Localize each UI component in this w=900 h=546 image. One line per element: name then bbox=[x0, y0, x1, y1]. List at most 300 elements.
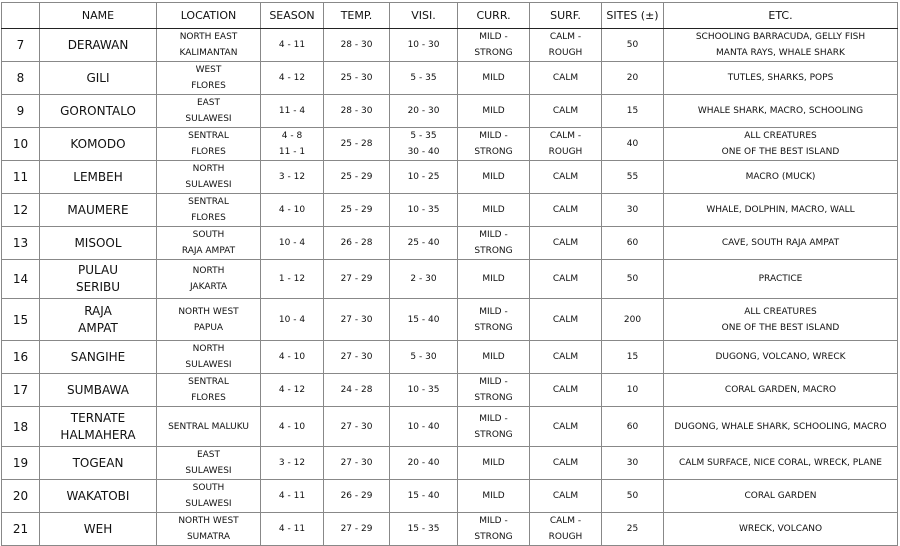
cell-visi bbox=[390, 447, 458, 480]
cell-line: 4 - 12 bbox=[278, 385, 306, 395]
column-header-location: LOCATION bbox=[157, 3, 261, 29]
cell-visi bbox=[390, 374, 458, 407]
cell-surf bbox=[530, 194, 602, 227]
cell-line: 27 - 30 bbox=[340, 421, 373, 432]
cell-line: CALM SURFACE, NICE CORAL, WRECK, PLANE bbox=[678, 458, 882, 468]
cell-line: 5 - 30 bbox=[410, 352, 437, 362]
dive-sites-table bbox=[1, 2, 898, 546]
cell-sites: 50 bbox=[602, 29, 664, 62]
cell-temp bbox=[324, 447, 390, 480]
cell-temp bbox=[324, 128, 390, 161]
cell-sites: 10 bbox=[602, 374, 664, 407]
cell-line: SCHOOLING BARRACUDA, GELLY FISH bbox=[695, 32, 866, 42]
cell-sites: 60 bbox=[602, 407, 664, 447]
cell-no: 19 bbox=[2, 447, 40, 480]
cell-name bbox=[40, 374, 157, 407]
cell-line: CALM bbox=[552, 172, 579, 182]
cell-line: 2 - 30 bbox=[410, 274, 437, 284]
cell-line: MILD bbox=[482, 458, 505, 468]
cell-line: MISOOL bbox=[74, 235, 122, 250]
cell-location bbox=[157, 260, 261, 299]
cell-line: HALMAHERA bbox=[60, 427, 136, 442]
column-header-name: NAME bbox=[40, 3, 157, 29]
cell-surf bbox=[530, 299, 602, 341]
cell-line: 27 - 30 bbox=[340, 458, 373, 468]
cell-sites: 15 bbox=[602, 95, 664, 128]
cell-line: MILD - bbox=[479, 413, 508, 424]
cell-no: 17 bbox=[2, 374, 40, 407]
cell-surf bbox=[530, 29, 602, 62]
cell-line: STRONG bbox=[474, 147, 513, 157]
cell-location bbox=[157, 194, 261, 227]
cell-etc bbox=[664, 341, 898, 374]
cell-line: CALM bbox=[552, 421, 579, 432]
table-row bbox=[2, 299, 898, 341]
column-header-visi: VISI. bbox=[390, 3, 458, 29]
cell-line: MILD bbox=[482, 205, 505, 215]
cell-line: 10 - 4 bbox=[278, 238, 306, 248]
cell-line: PAPUA bbox=[193, 322, 224, 333]
cell-temp bbox=[324, 95, 390, 128]
table-row bbox=[2, 447, 898, 480]
cell-season bbox=[261, 29, 324, 62]
cell-etc bbox=[664, 62, 898, 95]
cell-surf bbox=[530, 374, 602, 407]
cell-visi bbox=[390, 62, 458, 95]
cell-line: 20 - 40 bbox=[407, 458, 440, 468]
cell-line: PRACTICE bbox=[758, 274, 803, 284]
cell-line: MILD bbox=[482, 172, 505, 182]
cell-name bbox=[40, 227, 157, 260]
cell-line: RAJA AMPAT bbox=[181, 246, 236, 256]
cell-line: 10 - 35 bbox=[407, 205, 440, 215]
cell-line: 10 - 40 bbox=[407, 421, 440, 432]
cell-name bbox=[40, 95, 157, 128]
cell-line: SANGIHE bbox=[70, 349, 126, 364]
cell-visi bbox=[390, 29, 458, 62]
cell-season bbox=[261, 194, 324, 227]
cell-visi bbox=[390, 260, 458, 299]
cell-line: CALM - bbox=[549, 516, 582, 526]
cell-temp bbox=[324, 194, 390, 227]
cell-location bbox=[157, 62, 261, 95]
cell-line: 28 - 30 bbox=[340, 40, 373, 50]
cell-curr bbox=[458, 299, 530, 341]
cell-line: 10 - 35 bbox=[407, 385, 440, 395]
cell-line: TERNATE bbox=[70, 410, 126, 425]
cell-line: CALM - bbox=[549, 32, 582, 42]
cell-temp bbox=[324, 29, 390, 62]
cell-line: 20 - 30 bbox=[407, 106, 440, 116]
cell-line: 4 - 11 bbox=[278, 524, 306, 534]
cell-curr bbox=[458, 62, 530, 95]
cell-temp bbox=[324, 341, 390, 374]
cell-line: CALM bbox=[552, 385, 579, 395]
cell-line: NORTH EAST bbox=[179, 32, 238, 42]
cell-name bbox=[40, 29, 157, 62]
cell-line: SULAWESI bbox=[185, 114, 232, 124]
table-row bbox=[2, 513, 898, 546]
cell-etc bbox=[664, 299, 898, 341]
cell-no: 7 bbox=[2, 29, 40, 62]
cell-line: WEH bbox=[83, 521, 113, 536]
cell-curr bbox=[458, 194, 530, 227]
cell-sites: 60 bbox=[602, 227, 664, 260]
cell-line: CALM bbox=[552, 352, 579, 362]
cell-line: 4 - 11 bbox=[278, 40, 306, 50]
cell-location bbox=[157, 29, 261, 62]
cell-etc bbox=[664, 227, 898, 260]
cell-line: CALM bbox=[552, 458, 579, 468]
cell-name bbox=[40, 447, 157, 480]
cell-line: 11 - 4 bbox=[278, 106, 306, 116]
cell-line: 5 - 35 bbox=[410, 73, 437, 83]
cell-etc bbox=[664, 194, 898, 227]
cell-line: 10 - 4 bbox=[278, 314, 306, 325]
cell-line: CALM - bbox=[549, 131, 582, 141]
cell-season bbox=[261, 95, 324, 128]
column-header-etc: ETC. bbox=[664, 3, 898, 29]
cell-name bbox=[40, 62, 157, 95]
cell-line: FLORES bbox=[191, 81, 226, 91]
cell-sites: 40 bbox=[602, 128, 664, 161]
cell-line: 26 - 29 bbox=[340, 491, 373, 501]
cell-line: SENTRAL bbox=[188, 377, 229, 387]
cell-curr bbox=[458, 260, 530, 299]
cell-sites: 30 bbox=[602, 447, 664, 480]
cell-location bbox=[157, 407, 261, 447]
cell-line: 4 - 8 bbox=[281, 131, 303, 141]
column-header-sites: SITES (±) bbox=[602, 3, 664, 29]
cell-line: MILD bbox=[482, 73, 505, 83]
cell-visi bbox=[390, 341, 458, 374]
cell-curr bbox=[458, 480, 530, 513]
table-row bbox=[2, 161, 898, 194]
cell-location bbox=[157, 513, 261, 546]
cell-no: 8 bbox=[2, 62, 40, 95]
table-row bbox=[2, 341, 898, 374]
cell-line: GORONTALO bbox=[60, 103, 136, 118]
cell-line: WRECK, VOLCANO bbox=[738, 524, 823, 534]
cell-surf bbox=[530, 161, 602, 194]
column-header-curr: CURR. bbox=[458, 3, 530, 29]
cell-visi bbox=[390, 480, 458, 513]
cell-line: MILD bbox=[482, 352, 505, 362]
cell-line: MANTA RAYS, WHALE SHARK bbox=[716, 48, 845, 58]
cell-line: 25 - 29 bbox=[340, 172, 373, 182]
cell-season bbox=[261, 447, 324, 480]
cell-line: 3 - 12 bbox=[278, 458, 306, 468]
cell-line: NORTH WEST bbox=[178, 306, 239, 317]
cell-line: EAST bbox=[196, 450, 221, 460]
cell-surf bbox=[530, 128, 602, 161]
cell-line: ONE OF THE BEST ISLAND bbox=[721, 147, 840, 157]
cell-no: 18 bbox=[2, 407, 40, 447]
cell-location bbox=[157, 374, 261, 407]
table-row bbox=[2, 374, 898, 407]
cell-season bbox=[261, 407, 324, 447]
cell-line: GILI bbox=[86, 70, 110, 85]
cell-line: 10 - 30 bbox=[407, 40, 440, 50]
cell-line: LEMBEH bbox=[73, 169, 123, 184]
cell-no: 11 bbox=[2, 161, 40, 194]
cell-location bbox=[157, 299, 261, 341]
cell-line: WHALE SHARK, MACRO, SCHOOLING bbox=[697, 106, 864, 116]
cell-no: 13 bbox=[2, 227, 40, 260]
cell-line: DUGONG, WHALE SHARK, SCHOOLING, MACRO bbox=[674, 421, 887, 432]
cell-name bbox=[40, 480, 157, 513]
cell-season bbox=[261, 62, 324, 95]
cell-etc bbox=[664, 447, 898, 480]
cell-line: MILD bbox=[482, 274, 505, 284]
cell-line: ROUGH bbox=[548, 532, 583, 542]
table-row bbox=[2, 260, 898, 299]
cell-line: CALM bbox=[552, 238, 579, 248]
cell-line: 4 - 10 bbox=[278, 205, 306, 215]
cell-sites: 30 bbox=[602, 194, 664, 227]
cell-name bbox=[40, 128, 157, 161]
column-header-no bbox=[2, 3, 40, 29]
cell-no: 14 bbox=[2, 260, 40, 299]
cell-line: FLORES bbox=[191, 393, 226, 403]
cell-line: 25 - 29 bbox=[340, 205, 373, 215]
cell-surf bbox=[530, 513, 602, 546]
cell-line: STRONG bbox=[474, 393, 513, 403]
cell-surf bbox=[530, 407, 602, 447]
cell-line: SULAWESI bbox=[185, 360, 232, 370]
cell-line: 27 - 30 bbox=[340, 352, 373, 362]
cell-location bbox=[157, 480, 261, 513]
table-row bbox=[2, 29, 898, 62]
cell-line: FLORES bbox=[191, 147, 226, 157]
cell-line: DUGONG, VOLCANO, WRECK bbox=[715, 352, 846, 362]
cell-line: 27 - 29 bbox=[340, 524, 373, 534]
cell-sites: 25 bbox=[602, 513, 664, 546]
cell-line: 5 - 35 bbox=[410, 131, 437, 141]
cell-line: KALIMANTAN bbox=[179, 48, 238, 58]
header-row bbox=[2, 3, 898, 29]
cell-surf bbox=[530, 62, 602, 95]
column-header-temp: TEMP. bbox=[324, 3, 390, 29]
cell-line: FLORES bbox=[191, 213, 226, 223]
cell-line: CALM bbox=[552, 106, 579, 116]
cell-surf bbox=[530, 341, 602, 374]
cell-surf bbox=[530, 260, 602, 299]
cell-line: 25 - 28 bbox=[340, 139, 373, 149]
cell-season bbox=[261, 128, 324, 161]
table-row bbox=[2, 62, 898, 95]
cell-curr bbox=[458, 128, 530, 161]
cell-line: SOUTH bbox=[192, 483, 225, 493]
cell-name bbox=[40, 299, 157, 341]
cell-line: 4 - 10 bbox=[278, 352, 306, 362]
cell-location bbox=[157, 341, 261, 374]
table-body bbox=[2, 29, 898, 546]
cell-line: ALL CREATURES bbox=[744, 131, 817, 141]
cell-temp bbox=[324, 62, 390, 95]
cell-surf bbox=[530, 480, 602, 513]
cell-name bbox=[40, 260, 157, 299]
cell-line: 4 - 12 bbox=[278, 73, 306, 83]
cell-line: CALM bbox=[552, 205, 579, 215]
cell-line: RAJA bbox=[84, 303, 112, 318]
cell-line: ONE OF THE BEST ISLAND bbox=[721, 322, 840, 333]
cell-etc bbox=[664, 260, 898, 299]
cell-visi bbox=[390, 128, 458, 161]
cell-visi bbox=[390, 227, 458, 260]
cell-no: 15 bbox=[2, 299, 40, 341]
cell-line: MILD bbox=[482, 491, 505, 501]
cell-line: ALL CREATURES bbox=[744, 306, 817, 317]
cell-line: MILD - bbox=[479, 306, 508, 317]
cell-name bbox=[40, 161, 157, 194]
cell-line: STRONG bbox=[474, 48, 513, 58]
cell-line: AMPAT bbox=[78, 320, 118, 335]
cell-curr bbox=[458, 227, 530, 260]
cell-no: 21 bbox=[2, 513, 40, 546]
cell-name bbox=[40, 513, 157, 546]
cell-line: CALM bbox=[552, 73, 579, 83]
cell-surf bbox=[530, 227, 602, 260]
table-row bbox=[2, 227, 898, 260]
cell-sites: 55 bbox=[602, 161, 664, 194]
cell-etc bbox=[664, 374, 898, 407]
cell-sites: 15 bbox=[602, 341, 664, 374]
cell-line: NORTH bbox=[192, 266, 225, 276]
cell-line: ROUGH bbox=[548, 147, 583, 157]
cell-surf bbox=[530, 447, 602, 480]
cell-line: 3 - 12 bbox=[278, 172, 306, 182]
cell-line: 15 - 40 bbox=[407, 491, 440, 501]
cell-etc bbox=[664, 480, 898, 513]
cell-line: SOUTH bbox=[192, 230, 225, 240]
cell-line: PULAU bbox=[78, 263, 118, 277]
cell-line: SENTRAL bbox=[188, 197, 229, 207]
cell-line: 28 - 30 bbox=[340, 106, 373, 116]
cell-sites: 50 bbox=[602, 260, 664, 299]
cell-line: JAKARTA bbox=[189, 282, 228, 292]
cell-curr bbox=[458, 95, 530, 128]
cell-no: 10 bbox=[2, 128, 40, 161]
cell-line: 1 - 12 bbox=[278, 274, 306, 284]
cell-line: STRONG bbox=[474, 532, 513, 542]
cell-temp bbox=[324, 513, 390, 546]
cell-etc bbox=[664, 161, 898, 194]
cell-visi bbox=[390, 194, 458, 227]
cell-sites: 50 bbox=[602, 480, 664, 513]
cell-season bbox=[261, 260, 324, 299]
cell-line: NORTH WEST bbox=[178, 516, 239, 526]
cell-line: NORTH bbox=[192, 344, 225, 354]
cell-line: CORAL GARDEN, MACRO bbox=[724, 385, 837, 395]
cell-name bbox=[40, 194, 157, 227]
cell-surf bbox=[530, 95, 602, 128]
cell-temp bbox=[324, 299, 390, 341]
cell-season bbox=[261, 227, 324, 260]
cell-line: MILD - bbox=[479, 131, 508, 141]
cell-line: 27 - 30 bbox=[340, 314, 373, 325]
cell-line: WHALE, DOLPHIN, MACRO, WALL bbox=[706, 205, 855, 215]
cell-season bbox=[261, 513, 324, 546]
column-header-season: SEASON bbox=[261, 3, 324, 29]
cell-curr bbox=[458, 374, 530, 407]
cell-season bbox=[261, 480, 324, 513]
cell-sites: 20 bbox=[602, 62, 664, 95]
cell-curr bbox=[458, 161, 530, 194]
cell-line: TUTLES, SHARKS, POPS bbox=[727, 73, 834, 83]
cell-line: SENTRAL MALUKU bbox=[168, 421, 249, 432]
cell-line: CALM bbox=[552, 314, 579, 325]
cell-line: MILD - bbox=[479, 516, 508, 526]
cell-line: CALM bbox=[552, 491, 579, 501]
cell-season bbox=[261, 161, 324, 194]
cell-temp bbox=[324, 260, 390, 299]
cell-line: MILD bbox=[482, 106, 505, 116]
cell-line: 25 - 40 bbox=[407, 238, 440, 248]
cell-visi bbox=[390, 95, 458, 128]
cell-location bbox=[157, 95, 261, 128]
cell-temp bbox=[324, 407, 390, 447]
cell-line: 27 - 29 bbox=[340, 274, 373, 284]
cell-visi bbox=[390, 161, 458, 194]
table-row bbox=[2, 407, 898, 447]
cell-line: SULAWESI bbox=[185, 180, 232, 190]
cell-name bbox=[40, 341, 157, 374]
cell-curr bbox=[458, 513, 530, 546]
cell-line: EAST bbox=[196, 98, 221, 108]
cell-no: 12 bbox=[2, 194, 40, 227]
cell-season bbox=[261, 341, 324, 374]
cell-location bbox=[157, 128, 261, 161]
cell-curr bbox=[458, 341, 530, 374]
cell-sites: 200 bbox=[602, 299, 664, 341]
cell-location bbox=[157, 161, 261, 194]
cell-no: 20 bbox=[2, 480, 40, 513]
cell-name bbox=[40, 407, 157, 447]
cell-temp bbox=[324, 480, 390, 513]
cell-line: 30 - 40 bbox=[407, 147, 440, 157]
cell-visi bbox=[390, 513, 458, 546]
cell-line: KOMODO bbox=[70, 136, 126, 151]
cell-curr bbox=[458, 29, 530, 62]
cell-temp bbox=[324, 227, 390, 260]
table-row bbox=[2, 95, 898, 128]
cell-line: 15 - 40 bbox=[407, 314, 440, 325]
cell-line: DERAWAN bbox=[67, 37, 129, 52]
cell-line: 4 - 10 bbox=[278, 421, 306, 432]
cell-line: MILD - bbox=[479, 32, 508, 42]
cell-line: SULAWESI bbox=[185, 499, 232, 509]
cell-line: 11 - 1 bbox=[278, 147, 306, 157]
cell-line: 15 - 35 bbox=[407, 524, 440, 534]
cell-line: MAUMERE bbox=[67, 202, 129, 217]
cell-line: 10 - 25 bbox=[407, 172, 440, 182]
cell-etc bbox=[664, 128, 898, 161]
cell-line: WAKATOBI bbox=[66, 488, 130, 503]
cell-line: STRONG bbox=[474, 246, 513, 256]
cell-line: STRONG bbox=[474, 429, 513, 440]
cell-temp bbox=[324, 374, 390, 407]
cell-etc bbox=[664, 513, 898, 546]
cell-location bbox=[157, 227, 261, 260]
cell-line: NORTH bbox=[192, 164, 225, 174]
cell-visi bbox=[390, 407, 458, 447]
table-row bbox=[2, 128, 898, 161]
cell-line: ROUGH bbox=[548, 48, 583, 58]
cell-line: CORAL GARDEN bbox=[744, 491, 817, 501]
cell-line: MACRO (MUCK) bbox=[745, 172, 816, 182]
cell-line: 25 - 30 bbox=[340, 73, 373, 83]
